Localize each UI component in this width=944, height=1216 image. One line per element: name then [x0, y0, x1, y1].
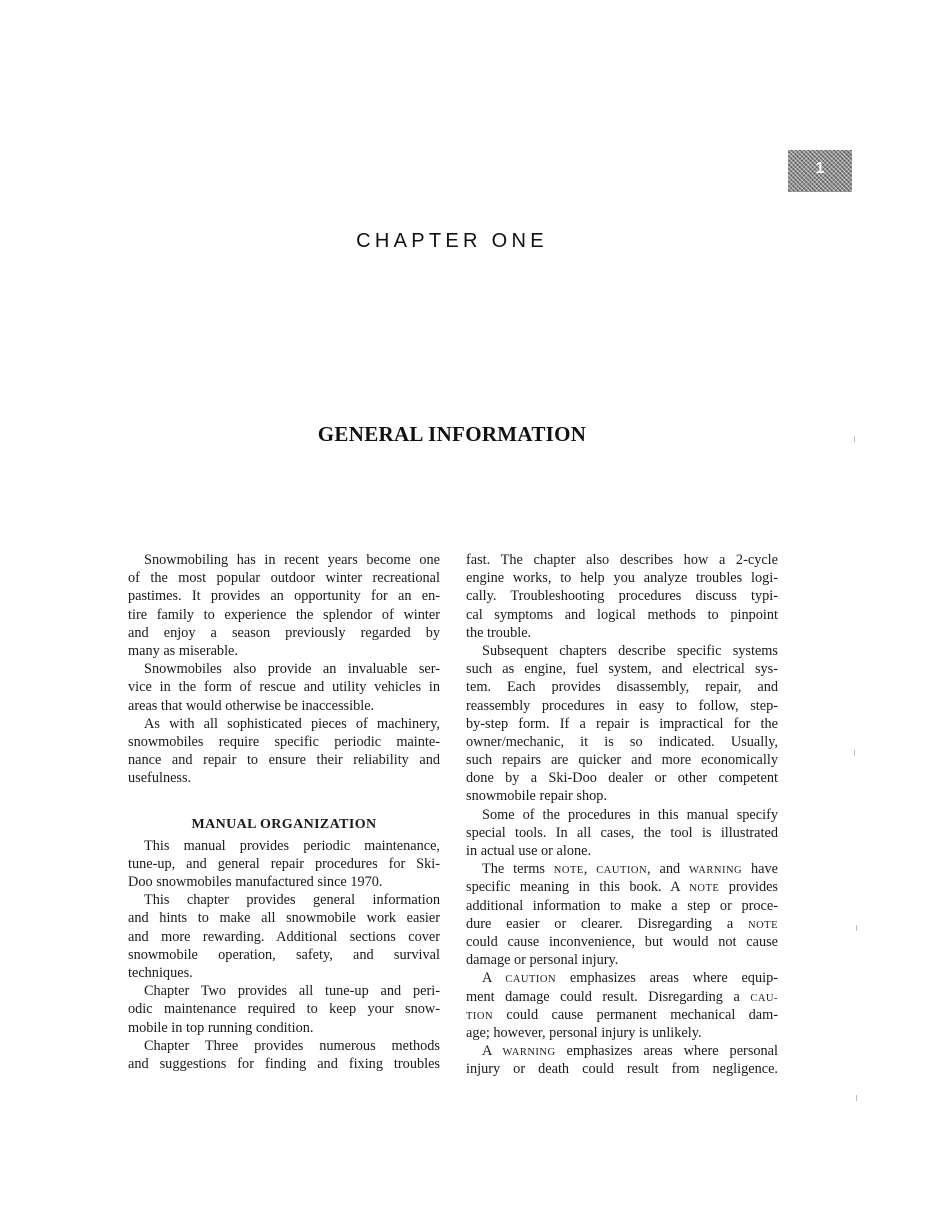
text-line: damage or personal injury. — [466, 952, 619, 969]
scan-speck — [854, 436, 855, 442]
text-line: pastimes. It provides an opportunity for an en- — [128, 588, 440, 605]
text-line — [466, 878, 778, 896]
text-line: techniques. — [128, 964, 193, 981]
text-line: in actual use or alone. — [466, 843, 592, 859]
text: , and — [647, 861, 690, 878]
chapter-title: GENERAL INFORMATION — [317, 422, 587, 446]
paragraph-warning — [466, 1042, 778, 1078]
section-heading: MANUAL ORGANIZATION — [191, 817, 377, 833]
text-line — [466, 969, 778, 987]
scan-speck — [856, 1095, 857, 1101]
text: A — [482, 1043, 503, 1060]
text: have — [742, 861, 779, 878]
text-line: and hints to make all snowmobile work easier — [128, 910, 440, 927]
text-line: tem. Each provides disassembly, repair, and — [466, 679, 778, 696]
term-caution: CAU- — [750, 992, 778, 1004]
text-line: tire family to experience the splendor of winter — [128, 606, 440, 623]
text-line: odic maintenance required to keep your snow- — [128, 1001, 440, 1018]
text-line: Subsequent chapters describe specific systems — [482, 642, 778, 659]
term-note: NOTE — [689, 883, 720, 895]
term-warning: WARNING — [502, 1047, 556, 1059]
text-line: Chapter Three provides numerous methods — [144, 1037, 440, 1054]
text: dure easier or clearer. Disregarding a — [466, 915, 748, 932]
text-line: and more rewarding. Additional sections cover — [128, 928, 440, 945]
term-note: NOTE — [748, 919, 778, 931]
text: A — [482, 970, 506, 987]
text-line: usefulness. — [128, 770, 192, 787]
text-line: the trouble. — [466, 624, 532, 641]
term-caution: CAUTION — [505, 974, 557, 986]
paragraph-subsequent — [466, 642, 778, 806]
text-line: owner/mechanic, it is so indicated. Usually, — [466, 733, 778, 750]
paragraph-intro — [128, 551, 440, 660]
text-line: Chapter Two provides all tune-up and peri- — [144, 983, 440, 1000]
paragraph-chapter — [128, 891, 440, 982]
text-line: and suggestions for finding and fixing troubles — [128, 1055, 440, 1072]
paragraph-chapter-two — [128, 982, 440, 1037]
chapter-tab-marker — [788, 150, 852, 192]
text-line: cal symptoms and logical methods to pinpoint — [466, 606, 778, 623]
chapter-tab-number: 1 — [815, 160, 825, 177]
text-line — [466, 860, 778, 878]
text: could cause permanent mechanical dam- — [493, 1006, 778, 1023]
text-line — [466, 1042, 778, 1060]
paragraph-machinery — [128, 715, 440, 788]
text-line: many as miserable. — [128, 642, 238, 659]
text-line: snowmobile repair shop. — [466, 788, 607, 805]
text-line: Snowmobiles also provide an invaluable ser- — [144, 661, 440, 678]
text: emphasizes areas where equip- — [556, 970, 778, 987]
right-column — [466, 551, 778, 1078]
text-line: nance and repair to ensure their reliability and — [128, 752, 440, 769]
text: , — [583, 861, 597, 878]
paragraph-manual — [128, 837, 440, 892]
text-line: and enjoy a season previously regarded by — [128, 624, 440, 641]
text-line: age; however, personal injury is unlikely. — [466, 1024, 702, 1041]
text-line: fast. The chapter also describes how a 2-cycle — [466, 552, 778, 568]
term-caution: CAUTION — [596, 865, 648, 877]
paragraph-terms — [466, 860, 778, 969]
text-line: by-step form. If a repair is impractical for the — [466, 715, 778, 732]
text-line: special tools. In all cases, the tool is illustrated — [466, 824, 778, 841]
text: The terms — [482, 861, 554, 878]
text-line: vice in the form of rescue and utility vehicles in — [128, 679, 440, 696]
text-line: Snowmobiling has in recent years become one — [144, 552, 440, 568]
text-line: tune-up, and general repair procedures for Ski- — [128, 855, 440, 872]
text-line: of the most popular outdoor winter recreational — [128, 570, 440, 587]
paragraph-service — [128, 660, 440, 715]
left-column — [128, 551, 440, 1073]
text: specific meaning in this book. A — [466, 879, 690, 896]
scan-speck — [854, 750, 855, 756]
text: provides — [719, 879, 779, 896]
chapter-label: CHAPTER ONE — [356, 230, 548, 252]
text: ment damage could result. Disregarding a — [466, 988, 751, 1005]
text-line: Doo snowmobiles manufactured since 1970. — [128, 874, 383, 890]
paragraph-chapter-three — [128, 1037, 440, 1073]
text-line: As with all sophisticated pieces of machinery, — [144, 715, 440, 732]
text-line: done by a Ski-Doo dealer or other competent — [466, 770, 778, 787]
text-line: injury or death could result from negligence. — [466, 1061, 778, 1078]
text-line — [466, 988, 778, 1006]
text-line: This chapter provides general information — [144, 892, 440, 909]
text-line: engine works, to help you analyze troubles logi- — [466, 570, 778, 587]
text-line — [466, 915, 778, 933]
text-line: such as engine, fuel system, and electrical sys- — [466, 661, 778, 678]
term-warning: WARNING — [689, 865, 743, 877]
text-line: additional information to make a step or proce- — [466, 897, 778, 914]
text-line: such repairs are quicker and more economically — [466, 752, 778, 769]
text-line: snowmobile operation, safety, and survival — [128, 946, 440, 963]
text-line: snowmobiles require specific periodic mainte- — [128, 733, 440, 750]
text-line: Some of the procedures in this manual specify — [482, 806, 778, 823]
term-caution: TION — [466, 1010, 494, 1022]
text: emphasizes areas where personal — [555, 1043, 778, 1060]
scan-speck — [856, 925, 857, 931]
text-line: reassembly procedures in easy to follow, step- — [466, 697, 778, 714]
paragraph-caution — [466, 969, 778, 1042]
text-line — [466, 1006, 778, 1024]
text-line: This manual provides periodic maintenance, — [144, 837, 440, 854]
text-line: could cause inconvenience, but would not cause — [466, 933, 778, 950]
paragraph-troubleshooting — [466, 551, 778, 642]
term-note: NOTE — [553, 865, 584, 877]
text-line: cally. Troubleshooting procedures discuss typi- — [466, 588, 778, 605]
text-line: mobile in top running condition. — [128, 1019, 314, 1036]
paragraph-special-tools — [466, 806, 778, 861]
text-line: areas that would otherwise be inaccessible. — [128, 697, 375, 714]
